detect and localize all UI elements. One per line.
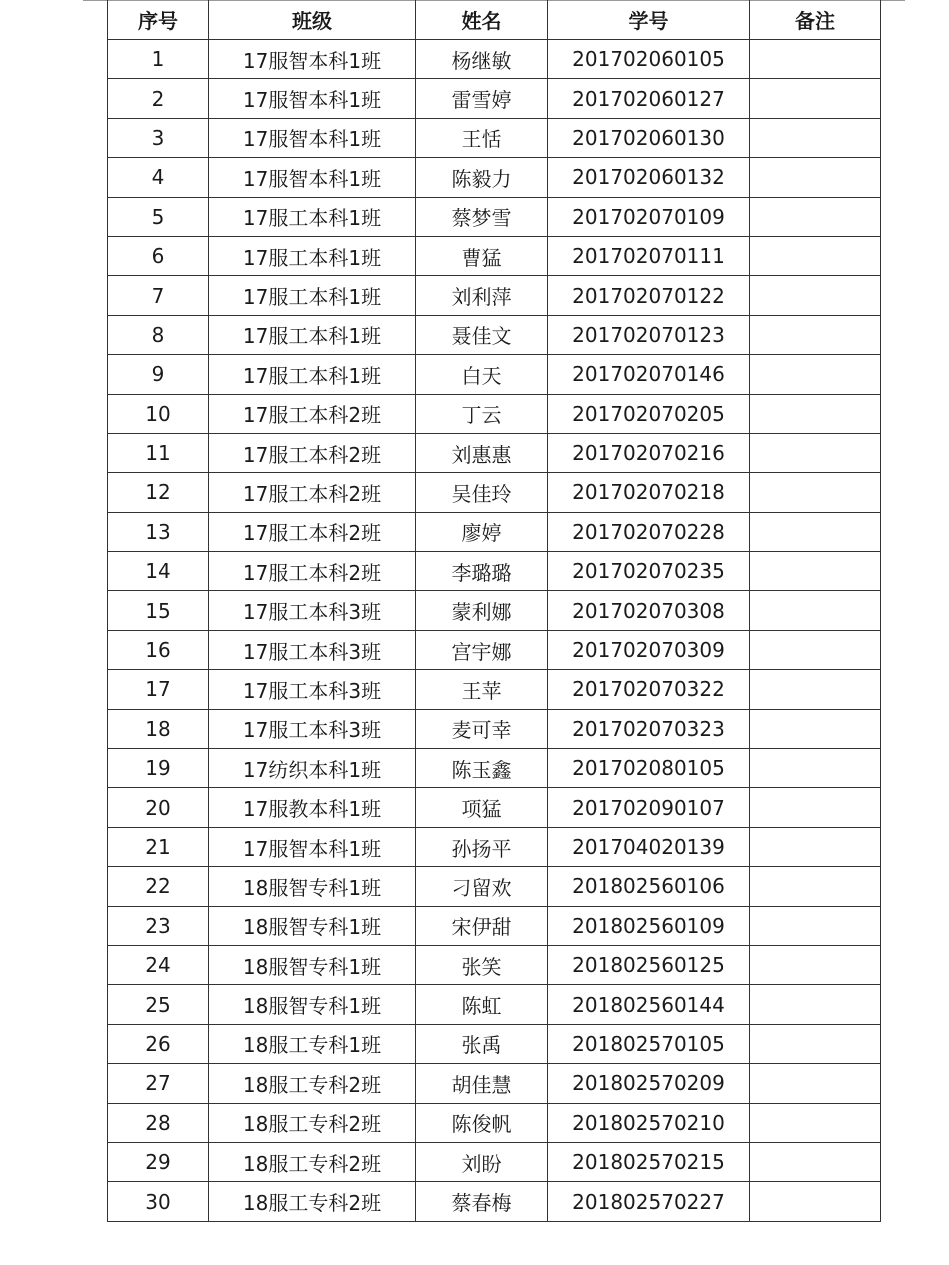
cell-remarks [750,749,881,788]
cell-class: 17服智本科1班 [209,79,416,118]
cell-student-id: 201802570227 [548,1182,750,1221]
cell-name: 王恬 [416,118,548,157]
cell-remarks [750,276,881,315]
cell-name: 陈玉鑫 [416,749,548,788]
cell-name: 刘利萍 [416,276,548,315]
cell-student-id: 201702070323 [548,709,750,748]
cell-serial-number: 4 [108,158,209,197]
cell-serial-number: 3 [108,118,209,157]
table-row [108,1182,881,1221]
cell-name: 李璐璐 [416,552,548,591]
cell-class: 17服工本科1班 [209,197,416,236]
cell-remarks [750,79,881,118]
table-row [108,1103,881,1142]
table-row [108,197,881,236]
cell-name: 杨继敏 [416,40,548,79]
table-row [108,79,881,118]
cell-serial-number: 27 [108,1064,209,1103]
cell-remarks [750,1182,881,1221]
cell-student-id: 201702070322 [548,670,750,709]
cell-class: 18服工专科2班 [209,1182,416,1221]
student-roster-table [107,0,881,1222]
cell-class: 17服教本科1班 [209,788,416,827]
cell-remarks [750,788,881,827]
cell-student-id: 201702070123 [548,315,750,354]
table-row [108,236,881,275]
cell-student-id: 201702070308 [548,591,750,630]
table-row [108,118,881,157]
table-row [108,670,881,709]
cell-class: 17服工本科3班 [209,709,416,748]
cell-remarks [750,433,881,472]
cell-name: 宫宇娜 [416,630,548,669]
table-row [108,827,881,866]
cell-name: 蔡梦雪 [416,197,548,236]
cell-remarks [750,158,881,197]
table-body [108,40,881,1222]
cell-name: 陈毅力 [416,158,548,197]
table-row [108,315,881,354]
cell-serial-number: 20 [108,788,209,827]
table-row [108,591,881,630]
cell-student-id: 201702070111 [548,236,750,275]
cell-class: 17服工本科1班 [209,276,416,315]
table-row [108,473,881,512]
table-row [108,985,881,1024]
cell-student-id: 201702070309 [548,630,750,669]
cell-serial-number: 21 [108,827,209,866]
header-class: 班级 [209,0,416,40]
cell-class: 17服工本科2班 [209,394,416,433]
cell-remarks [750,1024,881,1063]
header-remarks: 备注 [750,0,881,40]
cell-serial-number: 17 [108,670,209,709]
cell-student-id: 201802560109 [548,906,750,945]
cell-name: 刘盼 [416,1142,548,1181]
cell-class: 17服智本科1班 [209,158,416,197]
cell-student-id: 201702060105 [548,40,750,79]
cell-serial-number: 13 [108,512,209,551]
cell-remarks [750,315,881,354]
cell-student-id: 201802570215 [548,1142,750,1181]
cell-class: 17纺织本科1班 [209,749,416,788]
cell-student-id: 201702060132 [548,158,750,197]
cell-class: 17服工本科2班 [209,473,416,512]
cell-class: 18服工专科2班 [209,1142,416,1181]
cell-serial-number: 19 [108,749,209,788]
cell-name: 雷雪婷 [416,79,548,118]
cell-serial-number: 2 [108,79,209,118]
table-row [108,945,881,984]
cell-remarks [750,40,881,79]
cell-class: 18服工专科2班 [209,1064,416,1103]
cell-student-id: 201702060130 [548,118,750,157]
cell-student-id: 201702070146 [548,355,750,394]
cell-class: 18服工专科2班 [209,1103,416,1142]
cell-serial-number: 8 [108,315,209,354]
cell-remarks [750,355,881,394]
table-row [108,512,881,551]
cell-student-id: 201702070216 [548,433,750,472]
cell-remarks [750,118,881,157]
cell-serial-number: 6 [108,236,209,275]
cell-name: 聂佳文 [416,315,548,354]
table-row [108,1142,881,1181]
table-row [108,867,881,906]
cell-serial-number: 26 [108,1024,209,1063]
cell-serial-number: 11 [108,433,209,472]
cell-serial-number: 10 [108,394,209,433]
cell-serial-number: 16 [108,630,209,669]
cell-class: 17服智本科1班 [209,118,416,157]
cell-class: 17服工本科2班 [209,552,416,591]
cell-class: 17服工本科3班 [209,630,416,669]
cell-student-id: 201802560125 [548,945,750,984]
cell-name: 廖婷 [416,512,548,551]
cell-class: 17服工本科2班 [209,433,416,472]
cell-student-id: 201702080105 [548,749,750,788]
cell-class: 18服智专科1班 [209,867,416,906]
cell-student-id: 201702060127 [548,79,750,118]
cell-remarks [750,709,881,748]
cell-class: 17服智本科1班 [209,40,416,79]
table-row [108,1024,881,1063]
cell-serial-number: 7 [108,276,209,315]
cell-serial-number: 15 [108,591,209,630]
cell-student-id: 201702070228 [548,512,750,551]
cell-student-id: 201802560144 [548,985,750,1024]
cell-student-id: 201702070205 [548,394,750,433]
cell-name: 项猛 [416,788,548,827]
cell-class: 17服工本科2班 [209,512,416,551]
cell-remarks [750,945,881,984]
table-row [108,355,881,394]
cell-remarks [750,670,881,709]
cell-remarks [750,197,881,236]
cell-serial-number: 23 [108,906,209,945]
cell-student-id: 201702070218 [548,473,750,512]
header-row [108,0,881,40]
cell-remarks [750,1142,881,1181]
cell-serial-number: 29 [108,1142,209,1181]
cell-remarks [750,985,881,1024]
cell-class: 17服智本科1班 [209,827,416,866]
cell-remarks [750,827,881,866]
cell-serial-number: 18 [108,709,209,748]
cell-serial-number: 9 [108,355,209,394]
cell-class: 17服工本科1班 [209,315,416,354]
cell-remarks [750,473,881,512]
header-name: 姓名 [416,0,548,40]
cell-class: 17服工本科3班 [209,670,416,709]
table-row [108,276,881,315]
table-row [108,394,881,433]
cell-class: 17服工本科1班 [209,236,416,275]
cell-serial-number: 28 [108,1103,209,1142]
cell-name: 丁云 [416,394,548,433]
cell-serial-number: 12 [108,473,209,512]
cell-name: 蔡春梅 [416,1182,548,1221]
cell-student-id: 201802560106 [548,867,750,906]
cell-serial-number: 14 [108,552,209,591]
cell-name: 孙扬平 [416,827,548,866]
cell-student-id: 201802570210 [548,1103,750,1142]
cell-remarks [750,906,881,945]
table-header [108,0,881,40]
cell-name: 张笑 [416,945,548,984]
cell-class: 17服工本科1班 [209,355,416,394]
cell-class: 18服智专科1班 [209,945,416,984]
cell-name: 麦可幸 [416,709,548,748]
cell-student-id: 201702090107 [548,788,750,827]
table-row [108,749,881,788]
cell-name: 刘惠惠 [416,433,548,472]
cell-name: 陈俊帆 [416,1103,548,1142]
header-student-id: 学号 [548,0,750,40]
cell-name: 曹猛 [416,236,548,275]
table-row [108,433,881,472]
cell-student-id: 201702070109 [548,197,750,236]
header-serial-number: 序号 [108,0,209,40]
table-row [108,630,881,669]
cell-remarks [750,1064,881,1103]
cell-serial-number: 30 [108,1182,209,1221]
table-row [108,709,881,748]
table-row [108,40,881,79]
table-row [108,788,881,827]
cell-student-id: 201704020139 [548,827,750,866]
cell-student-id: 201802570105 [548,1024,750,1063]
cell-student-id: 201702070235 [548,552,750,591]
table-row [108,1064,881,1103]
cell-remarks [750,867,881,906]
cell-name: 吴佳玲 [416,473,548,512]
cell-remarks [750,512,881,551]
cell-remarks [750,552,881,591]
cell-remarks [750,591,881,630]
cell-remarks [750,236,881,275]
cell-name: 张禹 [416,1024,548,1063]
table-row [108,906,881,945]
cell-serial-number: 22 [108,867,209,906]
cell-serial-number: 24 [108,945,209,984]
cell-student-id: 201802570209 [548,1064,750,1103]
cell-serial-number: 25 [108,985,209,1024]
cell-name: 胡佳慧 [416,1064,548,1103]
cell-class: 18服智专科1班 [209,985,416,1024]
cell-name: 王苹 [416,670,548,709]
cell-remarks [750,1103,881,1142]
cell-remarks [750,394,881,433]
cell-name: 蒙利娜 [416,591,548,630]
cell-serial-number: 1 [108,40,209,79]
table-row [108,552,881,591]
cell-student-id: 201702070122 [548,276,750,315]
cell-class: 18服工专科1班 [209,1024,416,1063]
cell-name: 陈虹 [416,985,548,1024]
cell-class: 17服工本科3班 [209,591,416,630]
cell-serial-number: 5 [108,197,209,236]
cell-remarks [750,630,881,669]
cell-name: 刁留欢 [416,867,548,906]
table-row [108,158,881,197]
cell-name: 宋伊甜 [416,906,548,945]
cell-name: 白天 [416,355,548,394]
cell-class: 18服智专科1班 [209,906,416,945]
